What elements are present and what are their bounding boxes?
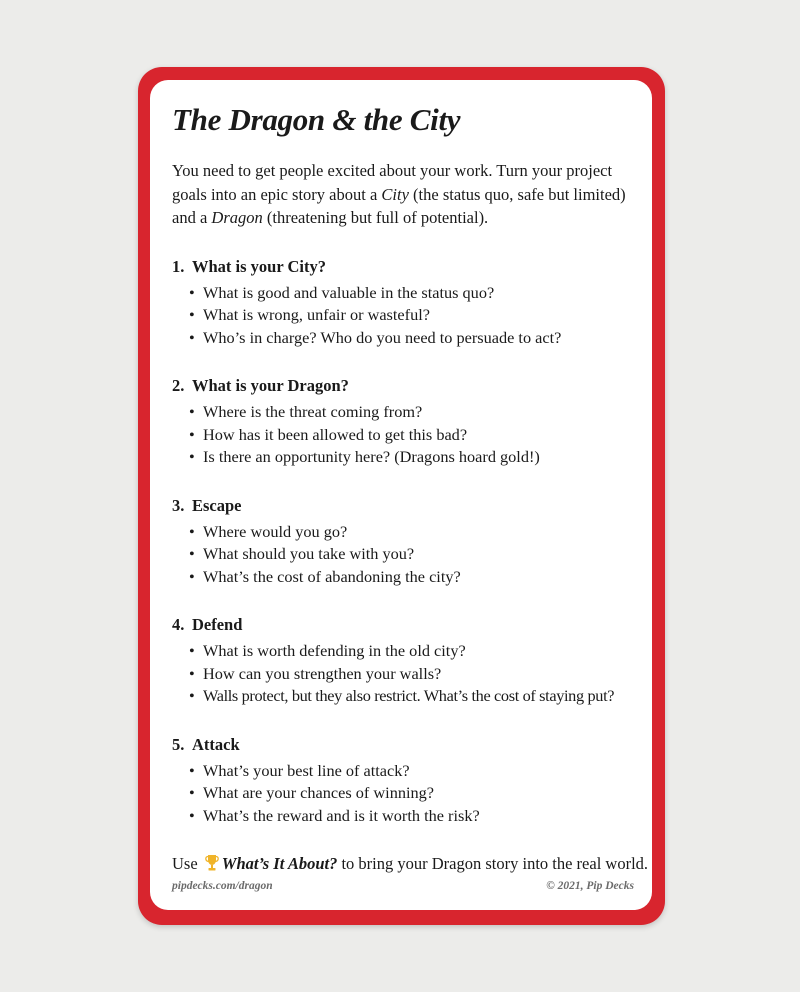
footer-url: pipdecks.com/dragon xyxy=(172,880,273,892)
list-item: • What’s your best line of attack? xyxy=(189,760,642,783)
section-heading xyxy=(172,256,642,278)
section-dragon xyxy=(172,375,642,469)
section-city xyxy=(172,256,642,350)
intro-text-1: You need to get people excited about your work. Turn your project goals into an epic story about a xyxy=(172,161,613,204)
list-item: • What’s the cost of abandoning the city? xyxy=(189,566,642,589)
intro-text-2: (the status quo, safe but limited) and a xyxy=(172,184,626,227)
bullet-list xyxy=(172,521,642,589)
section-defend xyxy=(172,614,642,708)
bullet-list xyxy=(172,760,642,828)
card-face xyxy=(150,80,652,910)
list-item: • What is good and valuable in the status quo? xyxy=(189,282,642,305)
intro-paragraph xyxy=(172,159,642,230)
section-title: What is your Dragon? xyxy=(192,376,349,395)
bullet-list xyxy=(172,401,642,469)
bullet-list xyxy=(172,282,642,350)
list-item: • How has it been allowed to get this bad? xyxy=(189,424,642,447)
intro-city-term: City xyxy=(381,184,409,204)
section-number: 4. xyxy=(172,615,185,634)
bullet-list xyxy=(172,640,642,708)
list-item: • What is worth defending in the old city? xyxy=(189,640,642,663)
list-item: • What’s the reward and is it worth the risk? xyxy=(189,805,642,828)
card-title: The Dragon & the City xyxy=(172,102,461,137)
card-footer xyxy=(172,880,634,892)
section-title: What is your City? xyxy=(192,256,326,276)
outro-paragraph xyxy=(172,852,649,878)
section-title: Defend xyxy=(192,615,243,634)
list-item: • What is wrong, unfair or wasteful? xyxy=(189,304,642,327)
section-number: 5. xyxy=(172,734,185,754)
list-item: • Walls protect, but they also restrict. What’s the cost of staying put? xyxy=(189,685,642,708)
trophy-icon xyxy=(204,854,220,878)
list-item: • Where is the threat coming from? xyxy=(189,401,642,424)
list-item: • Where would you go? xyxy=(189,521,642,544)
outro-prefix: Use xyxy=(172,854,198,873)
intro-text-3: (threatening but full of potential). xyxy=(262,208,489,227)
section-heading xyxy=(172,614,642,636)
list-item: • Is there an opportunity here? (Dragons hoard gold!) xyxy=(189,446,642,469)
section-attack xyxy=(172,734,642,828)
list-item: • Who’s in charge? Who do you need to persuade to act? xyxy=(189,327,642,350)
list-item: • What should you take with you? xyxy=(189,543,642,566)
intro-dragon-term: Dragon xyxy=(211,208,263,227)
section-number: 2. xyxy=(172,376,185,395)
section-number: 1. xyxy=(172,256,185,276)
footer-copyright: © 2021, Pip Decks xyxy=(546,880,634,892)
section-number: 3. xyxy=(172,495,185,515)
section-heading xyxy=(172,734,642,756)
section-heading xyxy=(172,495,642,517)
list-item: • What are your chances of winning? xyxy=(189,782,642,805)
outro-suffix: to bring your Dragon story into the real world. xyxy=(337,854,649,873)
section-title: Attack xyxy=(192,734,240,754)
section-escape xyxy=(172,495,642,589)
section-heading xyxy=(172,375,642,397)
card-content xyxy=(172,100,649,878)
card xyxy=(138,67,665,925)
reference-card-link: What’s It About? xyxy=(221,854,338,873)
list-item: • How can you strengthen your walls? xyxy=(189,663,642,686)
section-title: Escape xyxy=(192,495,242,515)
